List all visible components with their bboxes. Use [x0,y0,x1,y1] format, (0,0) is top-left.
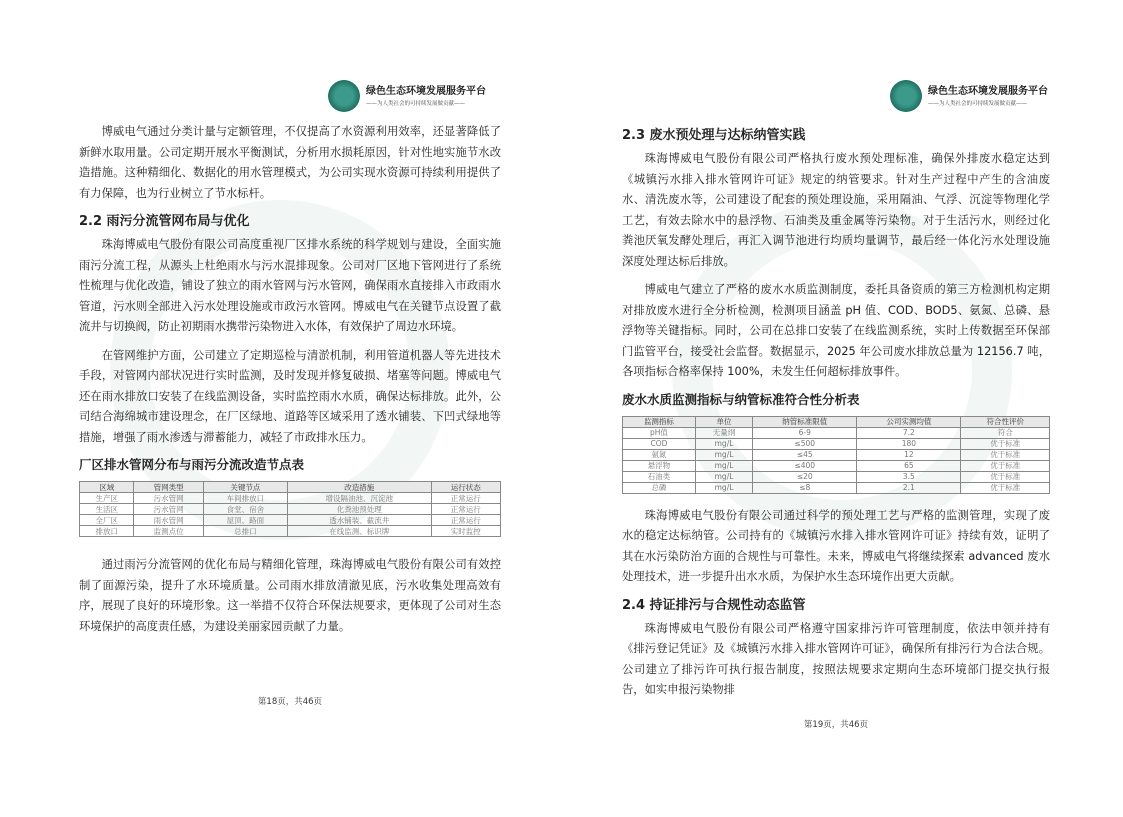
table-title: 废水水质监测指标与纳管标准符合性分析表 [622,391,860,407]
table-row [80,493,501,504]
table-header-row [80,482,501,493]
table-cell: 增设隔油池、沉淀池 [287,493,431,504]
table-row [80,515,501,526]
table-cell: 排放口 [80,526,134,537]
page-19 [562,0,1123,817]
section-heading: 2.4 持证排污与合规性动态监管 [622,597,806,613]
water-quality-table [622,416,1050,494]
table-cell: 无量纲 [695,427,752,438]
table-cell: 优于标准 [961,449,1050,460]
table-cell: 污水管网 [134,493,203,504]
page-header [328,80,486,112]
table-cell: mg/L [695,471,752,482]
table-cell: ≤45 [753,449,857,460]
table-cell: 7.2 [857,427,961,438]
column-header: 单位 [695,416,752,427]
table-cell: 正常运行 [431,493,500,504]
table-cell: mg/L [695,482,752,493]
table-cell: ≤500 [753,438,857,449]
table-header-row [623,416,1050,427]
column-header: 区域 [80,482,134,493]
table-cell: 屋顶、路面 [203,515,287,526]
table-cell: 正常运行 [431,504,500,515]
column-header: 管网类型 [134,482,203,493]
table-cell: COD [623,438,696,449]
table-cell: 总磷 [623,482,696,493]
column-header: 关键节点 [203,482,287,493]
table-cell: 车间排放口 [203,493,287,504]
column-header: 公司实测均值 [857,416,961,427]
table-cell: 监测点位 [134,526,203,537]
table-title: 厂区排水管网分布与雨污分流改造节点表 [79,457,305,472]
header-title: 绿色生态环境发展服务平台 [928,85,1048,97]
table-cell: 生活区 [80,504,134,515]
table-row [623,482,1050,493]
table-cell: 污水管网 [134,504,203,515]
table-row [623,460,1050,471]
table-cell: 氨氮 [623,449,696,460]
table-cell: 石油类 [623,471,696,482]
table-cell: 优于标准 [961,482,1050,493]
table-cell: 12 [857,449,961,460]
drainage-table [79,481,501,537]
table-cell: 化粪池预处理 [287,504,431,515]
table-cell: pH值 [623,427,696,438]
paragraph: 珠海博威电气股份有限公司高度重视厂区排水系统的科学规划与建设，全面实施雨污分流工程，从源头上杜绝雨水与污水混排现象。公司对厂区地下管网进行了系统性梳理与优化改造，铺设了独立的雨水管网与污水管网，确保雨水直接排入市政雨水管道，污水则全部进入污水处理设施或市政污水管网。博威电气在关键节点设置了截流井与切换阀，防止初期雨水携带污染物进入水体，有效保护了周边水环境。 [79,238,501,333]
table-row [623,471,1050,482]
paragraph: 珠海博威电气股份有限公司严格遵守国家排污许可管理制度，依法申领并持有《排污登记凭证》及《城镇污水排入排水管网许可证》，确保所有排污行为合法合规。公司建立了排污许可执行报告制度，按照法规要求定期向生态环境部门提交执行报告，如实申报污染物排 [622,621,1050,696]
column-header: 符合性评价 [961,416,1050,427]
table-row [623,427,1050,438]
table-cell: 雨水管网 [134,515,203,526]
table-cell: 生产区 [80,493,134,504]
page-18 [0,0,561,794]
table-cell: 3.5 [857,471,961,482]
table-cell: 2.1 [857,482,961,493]
table-cell: 180 [857,438,961,449]
table-cell: 6-9 [753,427,857,438]
table-row [623,449,1050,460]
header-title: 绿色生态环境发展服务平台 [366,85,486,97]
column-header: 监测指标 [623,416,696,427]
paragraph: 博威电气建立了严格的废水水质监测制度，委托具备资质的第三方检测机构定期对排放废水进行全分析检测，检测项目涵盖 pH 值、COD、BOD5、氨氮、总磷、悬浮物等关键指标。同时，公司在总排口安装了在线监测系统，实时上传数据至环保部门监管平台，接受社会监督。数据显示，2025 年公司废水排放总量为 12156.7 吨，各项指标合格率保持 100%，未发生任何超标排放事件。 [622,283,1050,378]
table-cell: 优于标准 [961,438,1050,449]
table-cell: mg/L [695,438,752,449]
table-cell: 实时监控 [431,526,500,537]
table-row [80,526,501,537]
section-heading: 2.3 废水预处理与达标纳管实践 [622,128,806,143]
table-row [80,504,501,515]
column-header: 运行状态 [431,482,500,493]
table-cell: ≤20 [753,471,857,482]
table-cell: 全厂区 [80,515,134,526]
paragraph: 在管网维护方面，公司建立了定期巡检与清淤机制，利用管道机器人等先进技术手段，对管网内部状况进行实时监测，及时发现并修复破损、堵塞等问题。博威电气还在雨水排放口安装了在线监测设备，实时监控雨水水质，确保达标排放。此外，公司结合海绵城市建设理念，在厂区绿地、道路等区域采用了透水铺装、下凹式绿地等措施，增强了雨水渗透与滞蓄能力，减轻了市政排水压力。 [79,348,501,444]
paragraph: 博威电气通过分类计量与定额管理，不仅提高了水资源利用效率，还显著降低了新鲜水取用量。公司定期开展水平衡测试，分析用水损耗原因，针对性地实施节水改造措施。这种精细化、数据化的用水管理模式，为公司实现水资源可持续利用提供了有力保障，也为行业树立了节水标杆。 [79,125,501,200]
page-footer: 第19页，共46页 [803,719,869,730]
table-cell: ≤8 [753,482,857,493]
page-footer: 第18页，共46页 [257,697,323,707]
table-cell: 符合 [961,427,1050,438]
table-cell: mg/L [695,460,752,471]
table-cell: 优于标准 [961,471,1050,482]
paragraph: 珠海博威电气股份有限公司通过科学的预处理工艺与严格的监测管理，实现了废水的稳定达标纳管。公司持有的《城镇污水排入排水管网许可证》持续有效，证明了其在水污染防治方面的合规性与可靠性。未来，博威电气将继续探索 advanced 废水处理技术，进一步提升出水水质，为保护水生态环境作出更大贡献。 [622,508,1050,583]
table-cell: 优于标准 [961,460,1050,471]
table-cell: 悬浮物 [623,460,696,471]
table-cell: 65 [857,460,961,471]
table-cell: 总排口 [203,526,287,537]
column-header: 改造措施 [287,482,431,493]
table-cell: 食堂、宿舍 [203,504,287,515]
column-header: 纳管标准限值 [753,416,857,427]
paragraph: 通过雨污分流管网的优化布局与精细化管理，珠海博威电气股份有限公司有效控制了面源污染，提升了水环境质量。公司雨水排放清澈见底，污水收集处理高效有序，展现了良好的环境形象。这一举措不仅符合环保法规要求，更体现了公司对生态环境保护的高度责任感，为建设美丽家园贡献了力量。 [79,558,501,633]
header-subtitle: ——为人类社会的可持续发展做贡献—— [366,100,466,107]
platform-logo-icon [890,80,922,112]
table-cell: mg/L [695,449,752,460]
header-subtitle: ——为人类社会的可持续发展做贡献—— [928,100,1028,107]
table-cell: ≤400 [753,460,857,471]
table-cell: 透水铺装、截流井 [287,515,431,526]
table-cell: 正常运行 [431,515,500,526]
table-cell: 在线监测、标识牌 [287,526,431,537]
platform-logo-icon [328,80,360,112]
section-heading: 2.2 雨污分流管网布局与优化 [79,214,250,229]
paragraph: 珠海博威电气股份有限公司严格执行废水预处理标准，确保外排废水稳定达到《城镇污水排入排水管网许可证》规定的纳管要求。针对生产过程中产生的含油废水、清洗废水等，公司建设了配套的预处理设施，采用隔油、气浮、沉淀等物理化学工艺，有效去除水中的悬浮物、石油类及重金属等污染物。对于生活污水，则经过化粪池厌氧发酵处理后，再汇入调节池进行均质均量调节，最后经一体化污水处理设施深度处理达标后排放。 [622,152,1050,268]
page-header [890,80,1048,112]
table-row [623,438,1050,449]
